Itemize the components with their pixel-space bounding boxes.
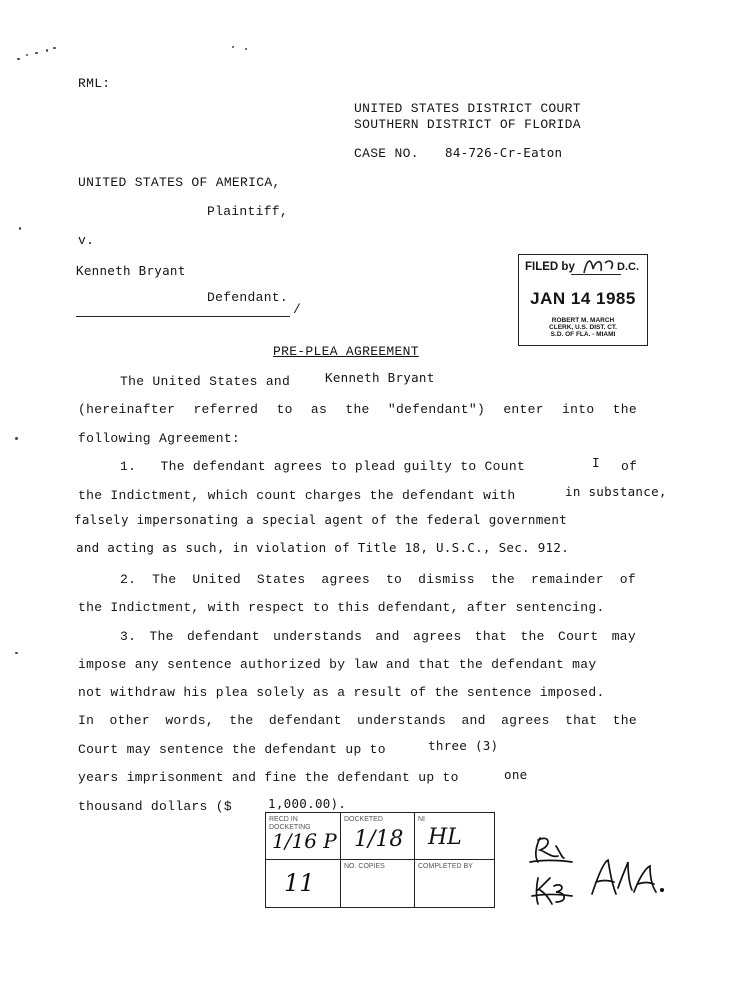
docket-divider — [414, 813, 415, 907]
clerk-name: ROBERT M. MARCH — [551, 317, 615, 324]
filed-by-underline — [571, 274, 621, 275]
para3-line7-a: thousand dollars ($ — [78, 799, 232, 814]
clerk-block — [519, 317, 647, 338]
docket-label-recd: RECD IN — [269, 816, 298, 823]
para1-line3: falsely impersonating a special agent of the federal government — [74, 512, 568, 527]
case-label: CASE NO. — [354, 146, 419, 161]
filed-date: JAN 14 1985 — [530, 289, 636, 308]
dc-label: D.C. — [617, 261, 639, 273]
para1-line1-b: of — [621, 459, 638, 474]
docket-label-copies: NO. COPIES — [344, 863, 385, 870]
docket-label-docketing: DOCKETING — [269, 824, 311, 831]
para3-line1: 3. The defendant understands and agrees that the Court may — [120, 629, 636, 644]
docket-hand-copies: 11 — [284, 869, 315, 897]
para3-line4: In other words, the defendant understands and agrees that the — [78, 713, 637, 728]
agreement-title: PRE-PLEA AGREEMENT — [273, 344, 419, 359]
para3-line5-a: Court may sentence the defendant up to — [78, 742, 386, 757]
intro-line2: (hereinafter referred to as the "defendant") enter into the — [78, 402, 637, 417]
docket-label-docketed: DOCKETED — [344, 816, 383, 823]
para3-line3: not withdraw his plea solely as a result of the sentence imposed. — [78, 685, 605, 700]
docket-hand-date2: 1/18 — [354, 827, 404, 852]
filed-stamp — [518, 254, 648, 346]
docket-divider — [340, 813, 341, 907]
caption-slash: / — [293, 302, 302, 317]
court-district: SOUTHERN DISTRICT OF FLORIDA — [354, 117, 581, 132]
para3-term: three (3) — [428, 738, 499, 753]
clerk-scrawl — [581, 255, 621, 282]
intro-defendant-name: Kenneth Bryant — [325, 370, 435, 385]
docket-hand-initials: HL — [428, 825, 462, 850]
para1-count: I — [592, 455, 600, 470]
para1-line1-a: 1. The defendant agrees to plead guilty to Count — [120, 459, 526, 474]
plaintiff-name: UNITED STATES OF AMERICA, — [78, 175, 281, 190]
para3-line6-a: years imprisonment and fine the defendant up to — [78, 770, 459, 785]
plaintiff-role: Plaintiff, — [207, 204, 289, 219]
defendant-role: Defendant. — [207, 290, 289, 305]
para1-line2-a: the Indictment, which count charges the defendant with — [78, 488, 516, 503]
para2-line1: 2. The United States agrees to dismiss the remainder of — [120, 572, 636, 587]
clerk-title: CLERK, U.S. DIST. CT. — [549, 324, 617, 331]
docket-label-completed: COMPLETED BY — [418, 863, 473, 870]
caption-underline — [76, 316, 290, 317]
defendant-name: Kenneth Bryant — [76, 263, 186, 278]
para2-line2: the Indictment, with respect to this defendant, after sentencing. — [78, 600, 605, 615]
para1-line4: and acting as such, in violation of Title 18, U.S.C., Sec. 912. — [76, 540, 570, 555]
versus-label: v. — [78, 233, 95, 248]
docket-stamp — [265, 812, 495, 908]
para1-line2-b: in substance, — [565, 484, 667, 499]
docket-hand-date1: 1/16 P — [272, 829, 337, 853]
para3-fine-amount: 1,000.00). — [268, 796, 347, 811]
intro-line1-a: The United States and — [120, 374, 291, 389]
clerk-office: S.D. OF FLA. - MIAMI — [550, 331, 616, 338]
intro-line3: following Agreement: — [78, 431, 241, 446]
court-name: UNITED STATES DISTRICT COURT — [354, 101, 581, 116]
initials-signature-icon — [530, 838, 663, 904]
docket-divider — [266, 859, 494, 860]
para3-fine-words: one — [504, 767, 528, 782]
para3-line2: impose any sentence authorized by law and that the defendant may — [78, 657, 597, 672]
case-number: 84-726-Cr-Eaton — [445, 145, 563, 160]
docket-label-ni: NI — [418, 816, 425, 823]
filed-by-label: FILED by — [525, 261, 575, 273]
header-mark: RML: — [78, 76, 111, 91]
